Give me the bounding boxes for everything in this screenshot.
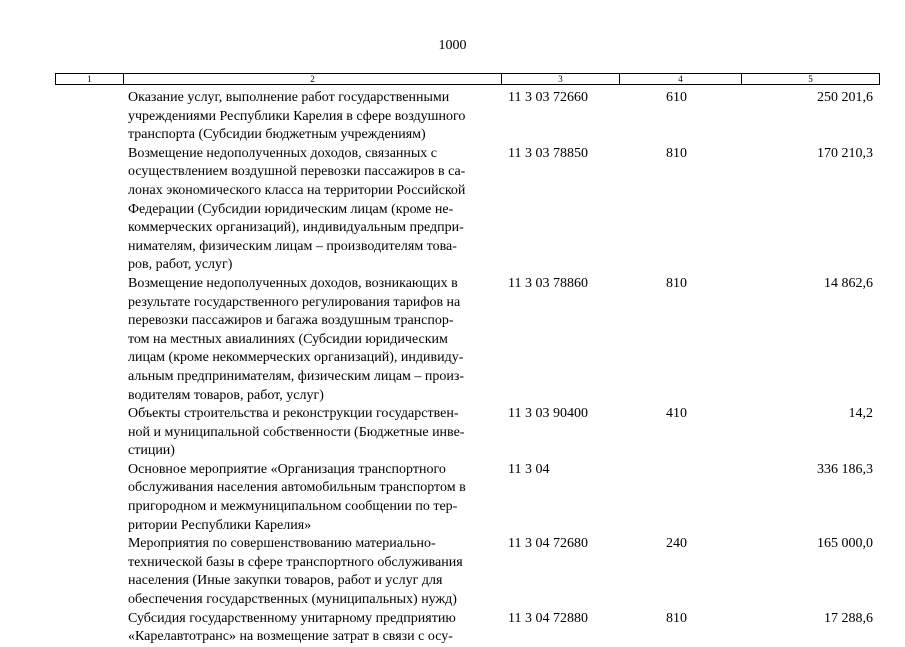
- row-code: 11 3 03 78850: [508, 145, 588, 161]
- row-name-line: населения (Иные закупки товаров, работ и услуг для: [128, 573, 443, 589]
- row-code: 11 3 03 78860: [508, 275, 588, 291]
- table-row: [0, 405, 905, 461]
- row-name-line: Федерации (Субсидии юридическим лицам (кроме не-: [128, 201, 454, 217]
- table-row: [0, 610, 905, 647]
- row-sum: 170 210,3: [817, 145, 873, 161]
- row-code: 11 3 04 72680: [508, 536, 588, 552]
- row-name-line: транспорта (Субсидии бюджетным учреждениям): [128, 127, 426, 143]
- row-sum: 165 000,0: [817, 536, 873, 552]
- row-name-line: Оказание услуг, выполнение работ государственными: [128, 90, 450, 105]
- row-name-line: ритории Республики Карелия»: [128, 517, 312, 533]
- row-name-line: осуществлением воздушной перевозки пассажиров в са-: [128, 164, 466, 180]
- row-sum: 336 186,3: [817, 461, 873, 477]
- row-type: 810: [666, 275, 687, 291]
- row-name-line: коммерческих организаций), индивидуальным предпри-: [128, 220, 464, 236]
- row-name: [128, 405, 496, 461]
- row-name-line: учреждениями Республики Карелия в сфере воздушного: [128, 108, 466, 124]
- row-name: [128, 89, 496, 145]
- row-name-line: пригородном и межмуниципальном сообщении по тер-: [128, 499, 458, 515]
- row-name-line: ной и муниципальной собственности (Бюджетные инве-: [128, 424, 465, 440]
- row-name-line: стиции): [128, 443, 175, 459]
- row-name-line: технической базы в сфере транспортного обслуживания: [128, 554, 463, 570]
- page-number: 1000: [438, 38, 467, 53]
- row-code: 11 3 03 90400: [508, 406, 588, 422]
- row-name-line: альным предпринимателям, физическим лицам – произ-: [128, 368, 465, 384]
- row-name: [128, 535, 496, 609]
- table-row: [0, 145, 905, 275]
- row-name-line: Возмещение недополученных доходов, возникающих в: [128, 275, 458, 291]
- row-name-line: нимателям, физическим лицам – производителям това-: [128, 238, 457, 254]
- header-col-2: 2: [124, 74, 502, 84]
- header-col-4: 4: [620, 74, 742, 84]
- row-name-line: перевозки пассажиров и багажа воздушным транспор-: [128, 313, 454, 329]
- row-type: 240: [666, 536, 687, 552]
- row-code: 11 3 03 72660: [508, 90, 588, 105]
- row-name-line: обеспечения государственных (муниципальных) нужд): [128, 592, 457, 608]
- row-name: [128, 145, 496, 275]
- row-code: 11 3 04 72880: [508, 610, 588, 626]
- row-name-line: «Карелавтотранс» на возмещение затрат в связи с осу-: [128, 629, 453, 645]
- row-name-line: лицам (кроме некоммерческих организаций), индивиду-: [128, 350, 464, 366]
- table-row: [0, 461, 905, 535]
- row-type: 810: [666, 145, 687, 161]
- row-sum: 250 201,6: [817, 90, 873, 105]
- row-type: 410: [666, 406, 687, 422]
- row-sum: 17 288,6: [824, 610, 873, 626]
- row-sum: 14 862,6: [824, 275, 873, 291]
- row-name-line: водителям товаров, работ, услуг): [128, 387, 324, 403]
- row-sum: 14,2: [848, 406, 873, 422]
- row-type: 810: [666, 610, 687, 626]
- table-body: [0, 89, 905, 647]
- header-col-3: 3: [502, 74, 620, 84]
- row-name-line: обслуживания населения автомобильным транспортом в: [128, 480, 466, 496]
- row-name-line: Основное мероприятие «Организация транспортного: [128, 461, 446, 477]
- table-row: [0, 535, 905, 609]
- row-name-line: результате государственного регулирования тарифов на: [128, 294, 461, 310]
- row-name-line: Объекты строительства и реконструкции государствен-: [128, 406, 459, 422]
- row-code: 11 3 04: [508, 461, 550, 477]
- header-col-5: 5: [808, 74, 813, 84]
- table-row: [0, 275, 905, 405]
- row-name-line: ров, работ, услуг): [128, 257, 233, 273]
- row-name-line: лонах экономического класса на территории Российской: [128, 182, 466, 198]
- row-name-line: Субсидия государственному унитарному предприятию: [128, 610, 456, 626]
- row-type: 610: [666, 90, 687, 105]
- header-col-1: 1: [56, 74, 124, 84]
- row-name: [128, 610, 496, 647]
- table-header: [55, 73, 880, 85]
- row-name-line: Мероприятия по совершенствованию материально-: [128, 536, 436, 552]
- row-name-line: Возмещение недополученных доходов, связанных с: [128, 145, 438, 161]
- row-name: [128, 275, 496, 405]
- row-name-line: том на местных авиалиниях (Субсидии юридическим: [128, 331, 448, 347]
- table-row: [0, 89, 905, 145]
- row-name: [128, 461, 496, 535]
